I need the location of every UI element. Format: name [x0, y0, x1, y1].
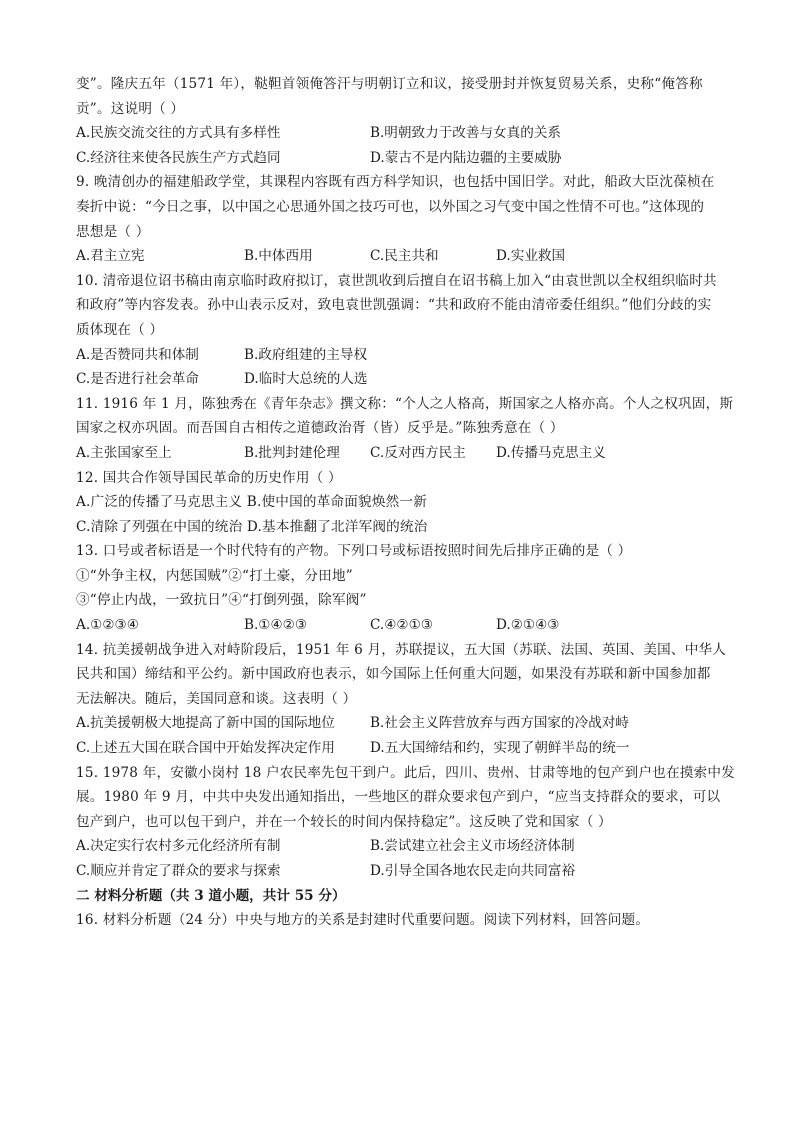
q13-stem-line-1: 13. 口号或者标语是一个时代特有的产物。下列口号或标语按照时间先后排序正确的是（ ） — [76, 543, 632, 560]
q13-option-b[interactable]: B.①④②③ — [244, 617, 308, 634]
q12-options-ab[interactable]: A.广泛的传播了马克思主义 B.使中国的革命面貌焕然一新 — [76, 494, 428, 511]
q14-options-row-1 — [76, 711, 726, 736]
section-2-heading: 二 材料分析题（共 3 道小题，共计 55 分） — [76, 887, 346, 904]
q11-options-row — [76, 441, 726, 466]
q13-option-d[interactable]: D.②①④③ — [496, 617, 560, 634]
q16-stem-line-1: 16. 材料分析题（24 分）中央与地方的关系是封建时代重要问题。阅读下列材料，回答问题。 — [76, 912, 650, 929]
q10-option-a[interactable]: A.是否赞同共和体制 — [76, 346, 199, 363]
q10-option-c[interactable]: C.是否进行社会革命 — [76, 371, 199, 388]
q14-option-d[interactable]: D.五大国缔结和约，实现了朝鲜半岛的统一 — [370, 740, 630, 757]
q10-option-d[interactable]: D.临时大总统的人选 — [244, 371, 368, 388]
q10-stem-line-2: 和政府”等内容发表。孙中山表示反对，致电袁世凯强调：“共和政府不能由清帝委任组织。”他们分歧的实 — [76, 297, 712, 314]
q13-option-a[interactable]: A.①②③④ — [76, 617, 139, 634]
q11-stem-line-1: 11. 1916 年 1 月，陈独秀在《青年杂志》撰文称：“个人之人格高，斯国家之人格亦高。个人之权巩固，斯 — [76, 395, 734, 412]
q9-stem-line-1: 9. 晚清创办的福建船政学堂，其课程内容既有西方科学知识，也包括中国旧学。对此，船政大臣沈葆桢在 — [76, 174, 715, 191]
q9-stem-line-3: 思想是（ ） — [76, 223, 150, 240]
q15-option-c[interactable]: C.顺应并肯定了群众的要求与探索 — [76, 863, 281, 879]
q14-option-b[interactable]: B.社会主义阵营放弃与西方国家的冷战对峙 — [370, 715, 629, 732]
q14-options-row-2 — [76, 736, 726, 761]
q8-options-row-2 — [76, 146, 726, 171]
q13-options-row — [76, 613, 726, 638]
q14-stem-line-1: 14. 抗美援朝战争进入对峙阶段后，1951 年 6 月，苏联提议，五大国（苏联、法国、英国、美国、中华人 — [76, 641, 727, 658]
q11-option-d[interactable]: D.传播马克思主义 — [496, 444, 606, 461]
q9-stem-line-2: 奏折中说：“今日之事，以中国之心思通外国之技巧可也，以外国之习气变中国之性情不可也。”这体现的 — [76, 198, 705, 215]
q12-options-cd[interactable]: C.清除了列强在中国的统治 D.基本推翻了北洋军阀的统治 — [76, 518, 428, 535]
q10-option-b[interactable]: B.政府组建的主导权 — [244, 346, 368, 363]
q8-option-d[interactable]: D.蒙古不是内陆边疆的主要威胁 — [370, 149, 562, 166]
q15-option-d[interactable]: D.引导全国各地农民走向共同富裕 — [370, 863, 576, 879]
q9-option-a[interactable]: A.君主立宪 — [76, 248, 145, 265]
q13-option-c[interactable]: C.④②①③ — [370, 617, 433, 634]
q14-stem-line-2: 民共和国）缔结和平公约。新中国政府也表示，如今国际上任何重大问题，如果没有苏联和新中国参加都 — [76, 666, 711, 683]
q12-stem-line-1: 12. 国共合作领导国民革命的历史作用（ ） — [76, 469, 342, 486]
q11-option-b[interactable]: B.批判封建伦理 — [244, 444, 340, 461]
q15-option-b[interactable]: B.尝试建立社会主义市场经济体制 — [370, 838, 575, 855]
q8-option-a[interactable]: A.民族交流交往的方式具有多样性 — [76, 125, 281, 142]
q13-stem-line-2: ①“外争主权，内惩国贼”②“打土豪，分田地” — [76, 567, 353, 584]
q13-stem-line-3: ③“停止内战，一致抗日”④“打倒列强，除军阀” — [76, 592, 367, 609]
q9-option-b[interactable]: B.中体西用 — [244, 248, 313, 265]
q14-stem-line-3: 无法解决。随后，美国同意和谈。这表明（ ） — [76, 690, 357, 707]
q15-options-row-1 — [76, 834, 726, 859]
q15-option-a[interactable]: A.决定实行农村多元化经济所有制 — [76, 838, 281, 855]
q8-option-b[interactable]: B.明朝致力于改善与女真的关系 — [370, 125, 562, 142]
q15-stem-line-2: 展。1980 年 9 月，中共中央发出通知指出，一些地区的群众要求包产到户，“应当支持群众的要求，可以 — [76, 789, 721, 806]
exam-page — [76, 72, 735, 933]
q9-option-c[interactable]: C.民主共和 — [370, 248, 439, 265]
q10-stem-line-1: 10. 清帝退位诏书稿由南京临时政府拟订，袁世凯收到后擅自在诏书稿上加入“由袁世凯以全权组织临时共 — [76, 272, 717, 289]
q10-options-row-2 — [76, 367, 726, 392]
q10-stem-line-3: 质体现在（ ） — [76, 321, 164, 338]
q8-stem-line-1: 变”。隆庆五年（1571 年），鞑靼首领俺答汗与明朝订立和议，接受册封并恢复贸易关系，史称“俺答称 — [76, 76, 703, 92]
q15-stem-line-1: 15. 1978 年，安徽小岗村 18 户农民率先包干到户。此后，四川、贵州、甘肃等地的包产到户也在摸索中发 — [76, 764, 735, 781]
q9-option-d[interactable]: D.实业救国 — [496, 248, 566, 265]
q8-stem-line-2: 贡”。这说明（ ） — [76, 100, 185, 117]
q9-options-row — [76, 244, 726, 269]
q8-option-c[interactable]: C.经济往来使各民族生产方式趋同 — [76, 149, 281, 166]
q15-options-row-2 — [76, 859, 726, 884]
q14-option-a[interactable]: A.抗美援朝极大地提高了新中国的国际地位 — [76, 715, 335, 732]
q11-option-c[interactable]: C.反对西方民主 — [370, 444, 466, 461]
q10-options-row-1 — [76, 343, 726, 368]
q15-stem-line-3: 包产到户，也可以包干到户，并在一个较长的时间内保持稳定”。这反映了党和国家（ ） — [76, 813, 612, 830]
q11-stem-line-2: 国家之权亦巩固。而吾国自古相传之道德政治胥（皆）反乎是。”陈独秀意在（ ） — [76, 420, 564, 437]
q14-option-c[interactable]: C.上述五大国在联合国中开始发挥决定作用 — [76, 740, 335, 757]
q11-option-a[interactable]: A.主张国家至上 — [76, 444, 172, 461]
q8-options-row-1 — [76, 121, 726, 146]
